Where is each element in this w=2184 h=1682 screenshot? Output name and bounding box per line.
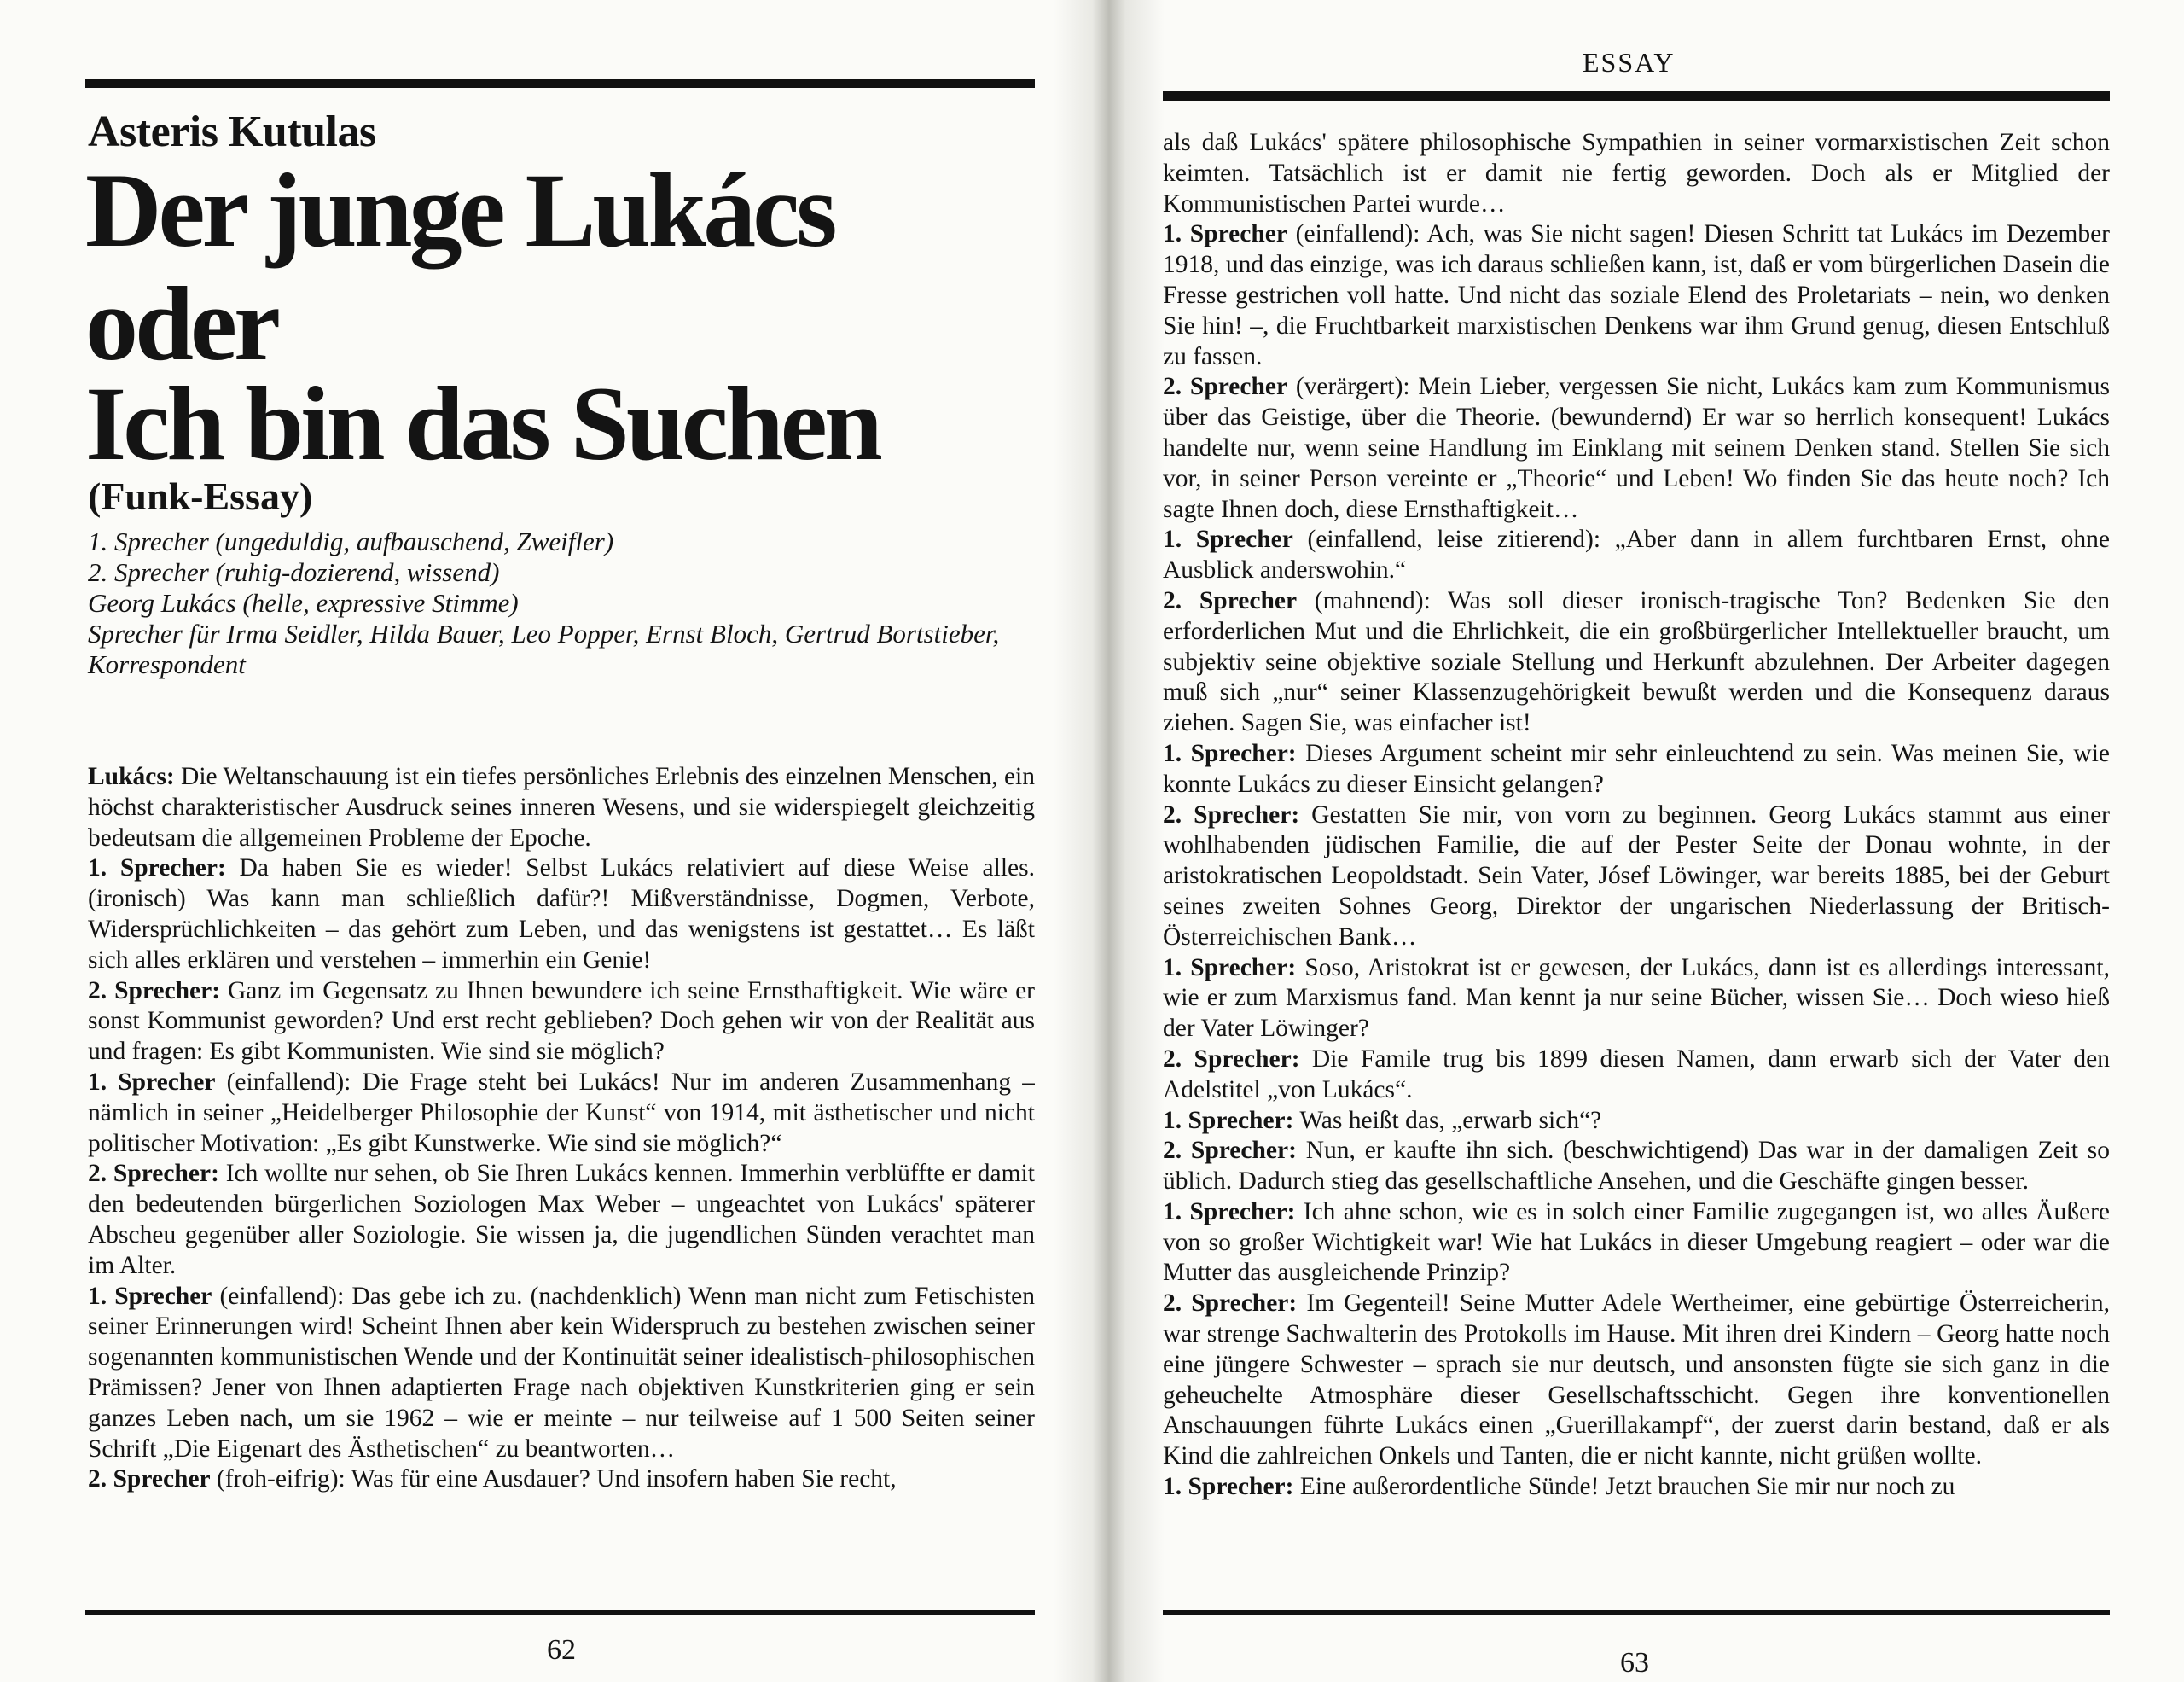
speaker-label: 1. Sprecher <box>88 1068 216 1096</box>
paragraph-text: (mahnend): Was soll dieser ironisch-tragische Ton? Bedenken Sie den erforderlichen Mut und die Ehrlichkeit, die ein großbürgerlicher Intellektueller braucht, um subjektiv seine objektive soziale Stellung und Herkunft abzulehnen. Der Arbeiter dagegen muß sich „nur“ seiner Klassenzugehörigkeit bewußt werden und die Konsequenz daraus ziehen. Sagen Sie, was einfacher ist! <box>1163 586 2110 737</box>
page-number: 63 <box>1620 1647 1649 1679</box>
cast-item: 2. Sprecher (ruhig-dozierend, wissend) <box>88 557 500 587</box>
paragraph-text: Ich wollte nur sehen, ob Sie Ihren Lukács kennen. Immerhin verblüffte er damit den bedeutenden bürgerlichen Soziologen Max Weber – ungeachtet von Lukács' späterer Abscheu gegenüber aller Soziologie. Sie wissen ja, die jugendlichen Sünden verachtet man im Alter. <box>88 1160 1035 1279</box>
paragraph-text: Nun, er kaufte ihn sich. (beschwichtigend) Das war in der damaligen Zeit so üblich. Dadurch stieg das gesellschaftliche Ansehen, und die Geschäfte gingen besser. <box>1163 1137 2110 1196</box>
subtitle: (Funk-Essay) <box>88 474 313 518</box>
dialogue-paragraph <box>88 762 1035 853</box>
book-gutter <box>1054 0 1165 1682</box>
dialogue-paragraph <box>1163 1136 2110 1197</box>
speaker-label: 1. Sprecher: <box>1163 1106 1294 1134</box>
top-rule <box>85 79 1035 88</box>
speaker-label: 1. Sprecher: <box>88 854 226 882</box>
paragraph-text: Im Gegenteil! Seine Mutter Adele Wertheimer, eine gebürtige Österreicherin, war strenge Sachwalterin des Protokolls im Hause. Mit ihren drei Kindern – Georg hatte noch eine jüngere Schwester – sprach sie nur deutsch, und ansonsten fügte sie sich ganz in die geheuchelte Atmosphäre dieser Gesellschaftsschicht. Gegen ihre konventionellen Anschauungen führte Lukács einen „Guerillakampf“, der zuerst darin bestand, daß er als Kind die zahlreichen Onkels und Tanten, die er nicht kannte, nicht grüßen wollte. <box>1163 1289 2110 1470</box>
dialogue-paragraph <box>1163 1197 2110 1289</box>
speaker-label: 2. Sprecher: <box>1163 800 1300 829</box>
speaker-label: 1. Sprecher: <box>1163 953 1297 981</box>
paragraph-text: Soso, Aristokrat ist er gewesen, der Lukács, dann ist es allerdings interessant, wie er zum Marxismus fand. Man kennt ja nur seine Bücher, wissen Sie… Doch wieso hieß der Vater Löwinger? <box>1163 953 2110 1043</box>
dialogue-paragraph <box>88 853 1035 975</box>
cast-item: 1. Sprecher (ungeduldig, aufbauschend, Zweifler) <box>88 527 614 556</box>
speaker-label: 2. Sprecher <box>1163 586 1298 614</box>
title-line-2: oder <box>85 265 278 382</box>
speaker-label: 2. Sprecher: <box>1163 1137 1297 1165</box>
top-rule <box>1163 91 2110 101</box>
speaker-label: 2. Sprecher: <box>88 1160 219 1188</box>
speaker-label: 2. Sprecher <box>88 1465 211 1493</box>
paragraph-text: (einfallend, leise zitierend): „Aber dann in allem furchtbaren Ernst, ohne Ausblick anderswohin.“ <box>1163 526 2110 585</box>
bottom-rule <box>85 1610 1035 1615</box>
paragraph-text: (verärgert): Mein Lieber, vergessen Sie nicht, Lukács kam zum Kommunismus über das Geistige, über die Theorie. (bewundernd) Er war so herrlich konsequent! Lukács handelte nur, wenn seine Handlung im Einklang mit seinem Denken stand. Stellen Sie sich vor, in seiner Person vereinte er „Theorie“ und Leben! Wo finden Sie das heute noch? Ich sagte Ihnen doch, diese Ernsthaftigkeit… <box>1163 373 2110 523</box>
paragraph-text: Gestatten Sie mir, von vorn zu beginnen. Georg Lukács stammt aus einer wohlhabenden jüdischen Familie, die auf der Pester Seite der Donau wohnte, in der aristokratischen Leopoldstadt. Sein Vater, Jósef Löwinger, war bereits 1885, bei der Geburt seines zweiten Sohnes Georg, Direktor der ungarischen Niederlassung der Britisch-Österreichischen Bank… <box>1163 800 2110 951</box>
paragraph-text: Da haben Sie es wieder! Selbst Lukács relativiert auf diese Weise alles. (ironisch) Was kann man schließlich dafür?! Mißverständnisse, Dogmen, Verbote, Widersprüchlichkeiten – das gehört zum Leben, und das wenigstens ist gestattet… Es läßt sich alles erklären und verstehen – immerhin ein Genie! <box>88 854 1035 974</box>
dialogue-paragraph <box>1163 1472 2110 1503</box>
speaker-label: 2. Sprecher: <box>1163 1289 1298 1318</box>
paragraph-text: als daß Lukács' spätere philosophische Sympathien in seiner vormarxistischen Zeit schon keimten. Tatsächlich ist er damit nie fertig geworden. Doch als er Mitglied der Kommunistischen Partei wurde… <box>1163 129 2110 218</box>
dialogue-paragraph <box>1163 525 2110 586</box>
paragraph-text: (einfallend): Die Frage steht bei Lukács! Nur im anderen Zusammenhang – nämlich in seiner „Heidelberger Philosophie der Kunst“ von 1914, mit ästhetischer und nicht politischer Motivation: „Es gibt Kunstwerke. Wie sind sie möglich?“ <box>88 1068 1035 1157</box>
speaker-label: Lukács: <box>88 763 175 790</box>
dialogue-paragraph <box>1163 372 2110 525</box>
dialogue-paragraph <box>1163 1045 2110 1106</box>
speaker-label: 1. Sprecher <box>1163 220 1287 248</box>
dialogue-paragraph <box>88 1068 1035 1159</box>
dialogue-paragraph <box>1163 1289 2110 1472</box>
speaker-label: 1. Sprecher: <box>1163 1197 1296 1225</box>
title-line-3: Ich bin das Suchen <box>85 365 880 482</box>
paragraph-text: Eine außerordentliche Sünde! Jetzt brauchen Sie mir nur noch zu <box>1293 1473 1955 1501</box>
dialogue-paragraph <box>1163 739 2110 800</box>
paragraph-text: (einfallend): Ach, was Sie nicht sagen! Diesen Schritt tat Lukács im Dezember 1918, und das einzige, was ich daraus schließen kann, ist, daß er vom bürgerlichen Dasein die Fresse gestrichen voll hatte. Und nicht das soziale Elend des Proletariats – nein, wo denken Sie hin! –, die Fruchtbarkeit marxistischen Denkens war ihm Grund genug, diesen Entschluß zu fassen. <box>1163 220 2110 370</box>
speaker-label: 1. Sprecher <box>1163 526 1293 554</box>
dialogue-paragraph <box>1163 128 2110 219</box>
dialogue-paragraph <box>1163 586 2110 739</box>
speaker-label: 1. Sprecher: <box>1163 1473 1294 1501</box>
right-text-column <box>1163 128 2110 1596</box>
bottom-rule <box>1163 1610 2110 1615</box>
cast-list <box>88 527 1026 680</box>
dialogue-paragraph <box>88 1464 1035 1495</box>
dialogue-paragraph <box>1163 219 2110 372</box>
dialogue-paragraph <box>1163 800 2110 953</box>
paragraph-text: Die Famile trug bis 1899 diesen Namen, dann erwarb sich der Vater den Adelstitel „von Lukács“. <box>1163 1045 2110 1103</box>
paragraph-text: (froh-eifrig): Was für eine Ausdauer? Und insofern haben Sie recht, <box>210 1465 897 1493</box>
speaker-label: 1. Sprecher: <box>1163 739 1297 767</box>
title-line-1: Der junge Lukács <box>85 152 834 269</box>
cast-item: Sprecher für Irma Seidler, Hilda Bauer, Leo Popper, Ernst Bloch, Gertrud Bortstieber, Korrespondent <box>88 619 1000 679</box>
paragraph-text: Die Weltanschauung ist ein tiefes persönliches Erlebnis des einzelnen Menschen, ein höchst charakteristischer Ausdruck seines inneren Wesens, und sie widerspiegelt gleichzeitig bedeutsam die allgemeinen Probleme der Epoche. <box>88 763 1035 852</box>
paragraph-text: Dieses Argument scheint mir sehr einleuchtend zu sein. Was meinen Sie, wie konnte Lukács zu dieser Einsicht gelangen? <box>1163 739 2110 798</box>
dialogue-paragraph <box>88 976 1035 1068</box>
paragraph-text: Was heißt das, „erwarb sich“? <box>1293 1106 1602 1134</box>
paragraph-text: (einfallend): Das gebe ich zu. (nachdenklich) Wenn man nicht zum Fetischisten seiner Erinnerungen wird! Scheint Ihnen aber kein Widerspruch zu bestehen zwischen seiner sogenannten kommunistischen Wende und der Kontinuität seiner idealistisch-philosophischen Prämissen? Jener von Ihnen adaptierten Frage nach objektiven Kunstkriterien ging er sein ganzes Leben nach, um sie 1962 – wie er meinte – nur teilweise auf 1 500 Seiten seiner Schrift „Die Eigenart des Ästhetischen“ zu beantworten… <box>88 1282 1035 1463</box>
speaker-label: 2. Sprecher: <box>1163 1045 1300 1073</box>
dialogue-paragraph <box>88 1159 1035 1281</box>
speaker-label: 1. Sprecher <box>88 1282 212 1310</box>
running-head: ESSAY <box>1583 47 1676 78</box>
dialogue-paragraph <box>1163 1106 2110 1137</box>
speaker-label: 2. Sprecher <box>1163 373 1288 401</box>
speaker-label: 2. Sprecher: <box>88 976 221 1004</box>
page-number: 62 <box>547 1634 576 1666</box>
paragraph-text: Ganz im Gegensatz zu Ihnen bewundere ich seine Ernsthaftigkeit. Wie wäre er sonst Kommunist geworden? Und erst recht geblieben? Doch gehen wir von der Realität aus und fragen: Es gibt Kommunisten. Wie sind sie möglich? <box>88 976 1035 1066</box>
cast-item: Georg Lukács (helle, expressive Stimme) <box>88 588 519 618</box>
dialogue-paragraph <box>1163 953 2110 1045</box>
paragraph-text: Ich ahne schon, wie es in solch einer Familie zugegangen ist, wo alles Äußere von so großer Wichtigkeit war! Wie hat Lukács in dieser Umgebung reagiert – oder war die Mutter das ausgleichende Prinzip? <box>1163 1197 2110 1287</box>
dialogue-paragraph <box>88 1282 1035 1465</box>
left-text-column <box>88 762 1035 1603</box>
author: Asteris Kutulas <box>88 108 376 156</box>
